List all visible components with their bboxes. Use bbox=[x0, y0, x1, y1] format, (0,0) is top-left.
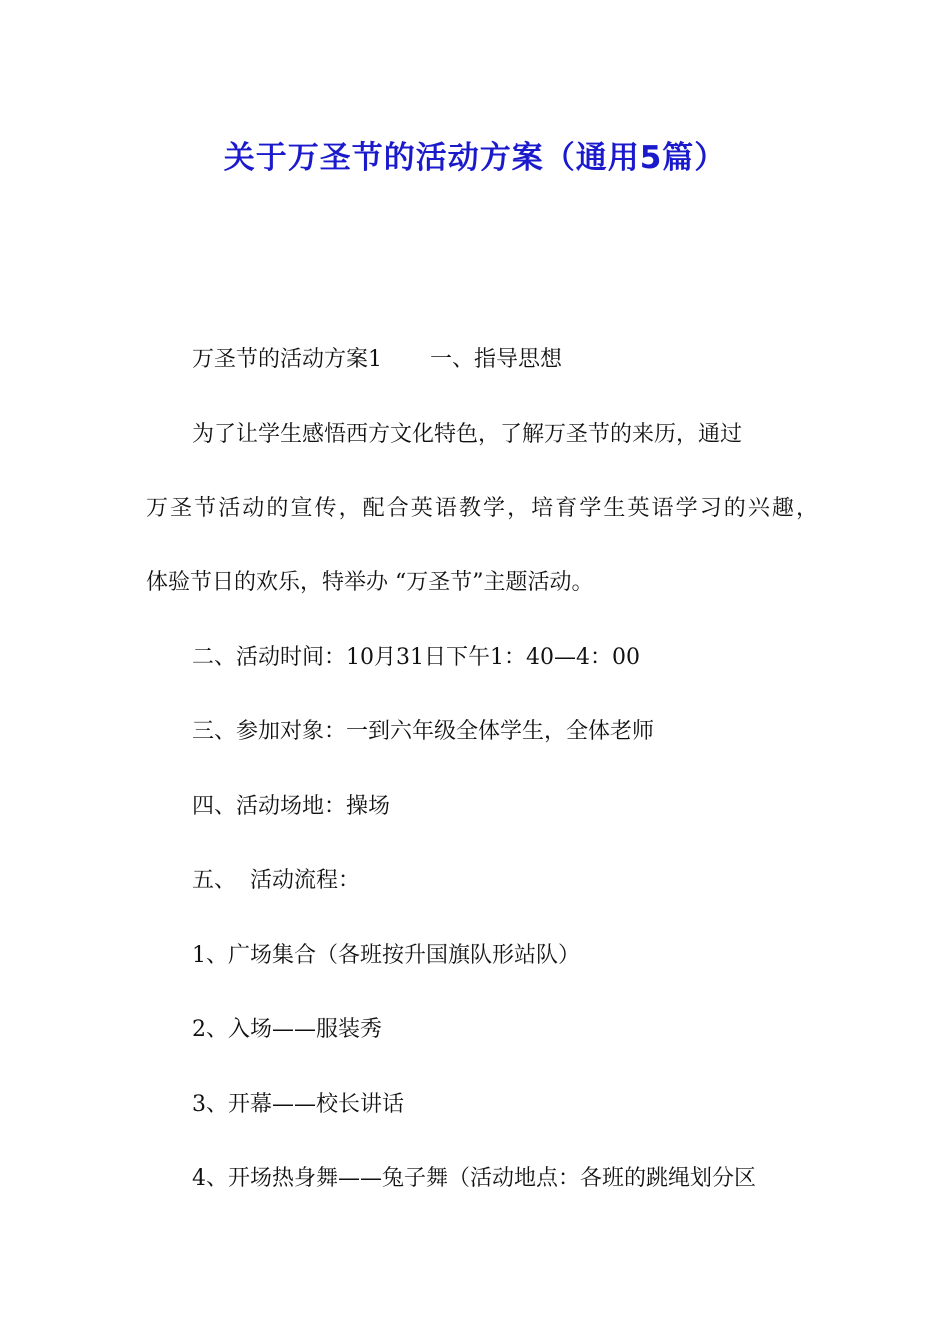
paragraph-line: 体验节日的欢乐，特举办 “万圣节”主题活动。 bbox=[146, 570, 594, 595]
list-item: 3、开幕——校长讲话 bbox=[192, 1092, 404, 1117]
list-item: 4、开场热身舞——兔子舞（活动地点：各班的跳绳划分区 bbox=[192, 1166, 756, 1191]
process-heading-line: 五、 活动流程： bbox=[192, 868, 360, 893]
activity-time-line: 二、活动时间：10月31日下午1：40—4：00 bbox=[192, 645, 640, 670]
participants-line: 三、参加对象：一到六年级全体学生，全体老师 bbox=[192, 719, 655, 744]
paragraph-line: 万圣节活动的宣传，配合英语教学，培育学生英语学习的兴趣， bbox=[146, 496, 818, 521]
list-item: 2、入场——服装秀 bbox=[192, 1017, 382, 1042]
document-title: 关于万圣节的活动方案（通用5篇） bbox=[223, 140, 727, 176]
list-item: 1、广场集合（各班按升国旗队形站队） bbox=[192, 943, 580, 968]
section-heading-line bbox=[192, 346, 562, 374]
plan-number-label: 万圣节的活动方案1 bbox=[192, 347, 382, 372]
section-title-guiding-thought: 一、指导思想 bbox=[430, 347, 563, 372]
venue-line: 四、活动场地：操场 bbox=[192, 794, 391, 819]
paragraph-line: 为了让学生感悟西方文化特色，了解万圣节的来历，通过 bbox=[192, 422, 743, 447]
